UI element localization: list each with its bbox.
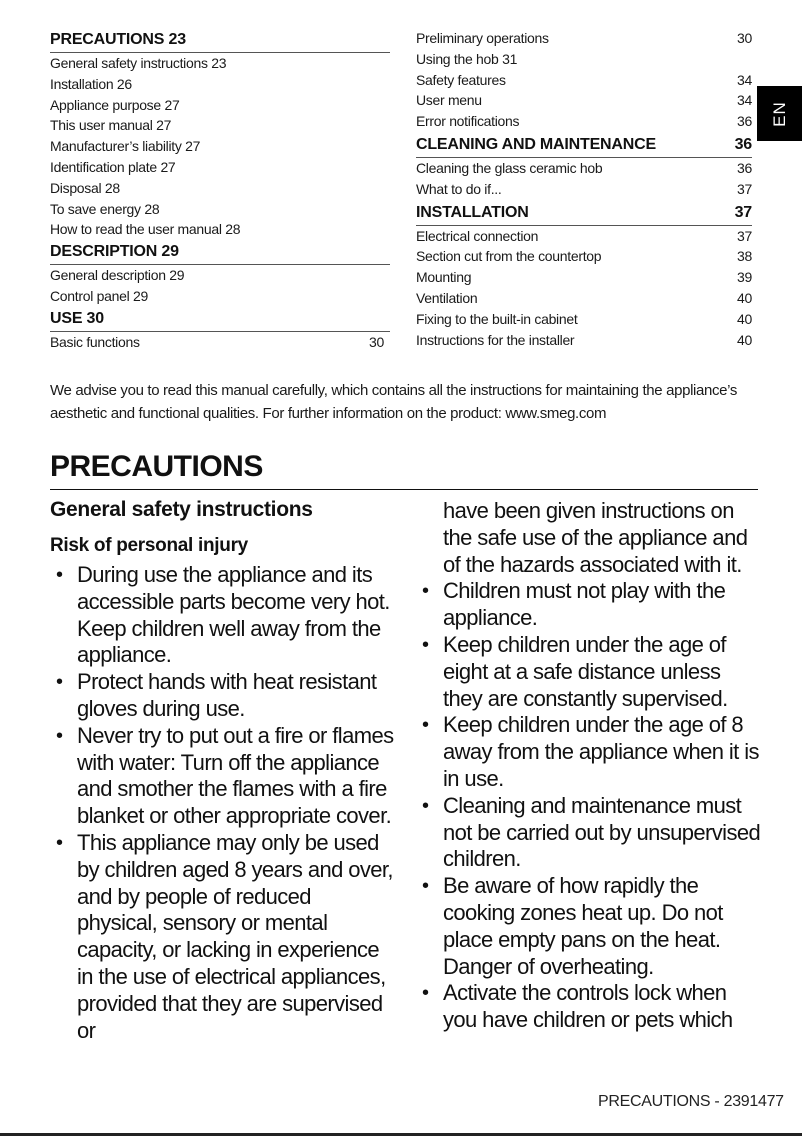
bullet-text: Keep children under the age of eight at a safe distance unless they are constantly supervised.	[443, 631, 728, 711]
toc-label: Instructions for the installer	[416, 331, 575, 348]
toc-entry[interactable]	[416, 267, 752, 288]
toc-page-number: 34	[737, 71, 752, 88]
toc-entry[interactable]	[50, 74, 390, 95]
toc-label: USE 30	[50, 309, 104, 327]
subheading-risk: Risk of personal injury	[50, 535, 248, 556]
content-left-column	[50, 494, 395, 1044]
toc-label: Disposal 28	[50, 179, 120, 196]
bullet-item	[416, 632, 761, 712]
toc-entry[interactable]	[50, 286, 390, 307]
toc-label: General safety instructions 23	[50, 55, 227, 71]
toc-page-number: 39	[737, 269, 752, 286]
toc-section-heading[interactable]	[50, 29, 390, 53]
toc-entry[interactable]	[416, 179, 752, 200]
toc-label: DESCRIPTION 29	[50, 243, 179, 261]
toc-entry[interactable]	[50, 199, 390, 220]
bullet-text: Cleaning and maintenance must not be carried out by unsupervised children.	[443, 792, 761, 872]
toc-page-number: 30	[737, 30, 752, 46]
toc-page-number	[728, 49, 752, 70]
toc-entry[interactable]	[50, 115, 390, 136]
toc-label: Section cut from the countertop	[416, 248, 602, 265]
toc-entry[interactable]	[50, 332, 390, 353]
content-right-column	[416, 494, 761, 1034]
toc-label: Installation 26	[50, 75, 132, 92]
bullet-icon: •	[56, 564, 63, 586]
toc-entry[interactable]	[50, 95, 390, 116]
toc-label: CLEANING AND MAINTENANCE	[416, 135, 656, 153]
toc-entry[interactable]	[416, 70, 752, 91]
toc-entry[interactable]	[50, 178, 390, 199]
toc-page-number: 36	[734, 135, 752, 153]
toc-label: Control panel 29	[50, 287, 148, 304]
toc-label: Electrical connection	[416, 227, 539, 244]
toc-label: Safety features	[416, 71, 506, 88]
toc-entry[interactable]	[50, 265, 390, 286]
toc-entry[interactable]	[416, 330, 752, 351]
toc-entry[interactable]	[50, 219, 390, 240]
bullet-list-right	[416, 578, 761, 1034]
toc-page-number: 37	[737, 227, 752, 244]
bullet-text: During use the appliance and its accessible parts become very hot. Keep children well away from the appliance.	[77, 562, 390, 668]
toc-entry[interactable]	[416, 226, 752, 247]
toc-page-number	[384, 157, 390, 178]
toc-entry[interactable]	[416, 288, 752, 309]
toc-entry[interactable]	[416, 49, 752, 70]
toc-label: Identification plate 27	[50, 158, 176, 175]
toc-label: This user manual 27	[50, 117, 172, 134]
toc-entry[interactable]	[416, 309, 752, 330]
toc-page-number: 34	[737, 92, 752, 109]
bullet-icon: •	[422, 875, 429, 898]
bullet-item	[416, 793, 761, 873]
page-footer: PRECAUTIONS - 2391477	[598, 1093, 784, 1110]
section-title: PRECAUTIONS	[50, 447, 758, 490]
bullet-icon: •	[56, 831, 63, 854]
bullet-text: This appliance may only be used by children aged 8 years and over, and by people of reduced physical, sensory or mental capacity, or lacking in experience in the use of electrical appliances, provided that they are supervised or	[77, 829, 393, 1043]
toc-page-number: 36	[737, 159, 752, 176]
toc-label: Manufacturer’s liability 27	[50, 138, 201, 155]
toc-label: General description 29	[50, 267, 185, 284]
toc-section-heading[interactable]	[50, 308, 390, 332]
bullet-list-left	[50, 562, 395, 1044]
bullet-icon: •	[422, 794, 429, 817]
toc-entry[interactable]	[416, 158, 752, 179]
toc-page-number	[384, 115, 390, 136]
toc-entry[interactable]	[50, 53, 390, 74]
toc-label: Basic functions	[50, 333, 140, 350]
language-tab	[757, 86, 802, 141]
bullet-text: Protect hands with heat resistant gloves during use.	[77, 669, 377, 721]
toc-section-heading[interactable]	[416, 134, 752, 158]
toc-page-number: 30	[369, 333, 384, 350]
toc-entry[interactable]	[416, 111, 752, 132]
toc-entry[interactable]	[50, 157, 390, 178]
toc-page-number: 37	[737, 180, 752, 197]
toc-label: How to read the user manual 28	[50, 221, 241, 238]
bullet-icon: •	[56, 724, 63, 747]
bullet-continuation: have been given instructions on the safe use of the appliance and of the hazards associated with it.	[443, 498, 748, 577]
bullet-text: Children must not play with the appliance.	[443, 578, 726, 631]
toc-page-number: 36	[737, 113, 752, 130]
bullet-text: Keep children under the age of 8 away from the appliance when it is in use.	[443, 712, 759, 791]
toc-label: Error notifications	[416, 113, 520, 130]
toc-section-heading[interactable]	[50, 241, 390, 265]
toc-entry[interactable]	[50, 136, 390, 157]
toc-section-heading[interactable]	[416, 202, 752, 226]
toc-label: Using the hob 31	[416, 50, 518, 67]
toc-entry[interactable]	[416, 28, 752, 49]
toc-label: Ventilation	[416, 289, 478, 306]
bullet-item	[50, 723, 395, 830]
toc-left-column	[50, 28, 390, 353]
intro-paragraph: We advise you to read this manual carefully, which contains all the instructions for maintaining the appliance’s aesthetic and functional qualities. For further information on the product: www.smeg.com	[50, 382, 738, 422]
bullet-item	[416, 578, 761, 632]
bullet-text: Be aware of how rapidly the cooking zones heat up. Do not place empty pans on the heat. Danger of overheating.	[443, 873, 723, 979]
bullet-icon: •	[56, 671, 63, 694]
bullet-icon: •	[422, 580, 429, 603]
toc-entry[interactable]	[416, 90, 752, 111]
toc-page-number	[384, 219, 390, 240]
toc-page-number	[384, 178, 390, 199]
bullet-item	[416, 980, 761, 1034]
bullet-text: Never try to put out a fire or flames with water: Turn off the appliance and smother the flames with a fire blanket or other appropriate cover.	[77, 722, 394, 829]
bullet-icon: •	[422, 714, 429, 737]
bullet-icon: •	[422, 982, 429, 1005]
subsection-title: General safety instructions	[50, 498, 313, 521]
toc-entry[interactable]	[416, 246, 752, 267]
toc-label: What to do if...	[416, 180, 502, 197]
toc-page-number: 40	[737, 289, 752, 306]
toc-right-column	[416, 28, 752, 350]
toc-page-number	[384, 53, 390, 74]
toc-page-number	[384, 199, 390, 220]
toc-page-number	[384, 74, 390, 95]
bullet-item	[50, 669, 395, 723]
toc-label: Preliminary operations	[416, 30, 549, 46]
toc-page-number: 37	[734, 203, 752, 221]
bullet-item	[50, 562, 395, 669]
toc-label: User menu	[416, 92, 482, 109]
bullet-item	[416, 873, 761, 980]
toc-label: Appliance purpose 27	[50, 96, 180, 113]
bullet-icon: •	[422, 633, 429, 656]
toc-page-number: 40	[737, 331, 752, 348]
toc-page-number	[384, 136, 390, 157]
toc-page-number	[384, 265, 390, 286]
toc-page-number	[384, 286, 390, 307]
toc-page-number: 40	[737, 310, 752, 327]
toc-label: INSTALLATION	[416, 203, 529, 221]
toc-page-number	[384, 95, 390, 116]
toc-label: PRECAUTIONS 23	[50, 31, 186, 48]
toc-page-number: 38	[737, 248, 752, 265]
bullet-item	[416, 712, 761, 792]
toc-label: Mounting	[416, 269, 472, 286]
toc-label: To save energy 28	[50, 200, 160, 217]
bullet-item	[50, 830, 395, 1044]
toc-label: Fixing to the built-in cabinet	[416, 310, 578, 327]
language-label: EN	[769, 100, 789, 127]
toc-label: Cleaning the glass ceramic hob	[416, 159, 603, 176]
bullet-text: Activate the controls lock when you have children or pets which	[443, 980, 733, 1033]
